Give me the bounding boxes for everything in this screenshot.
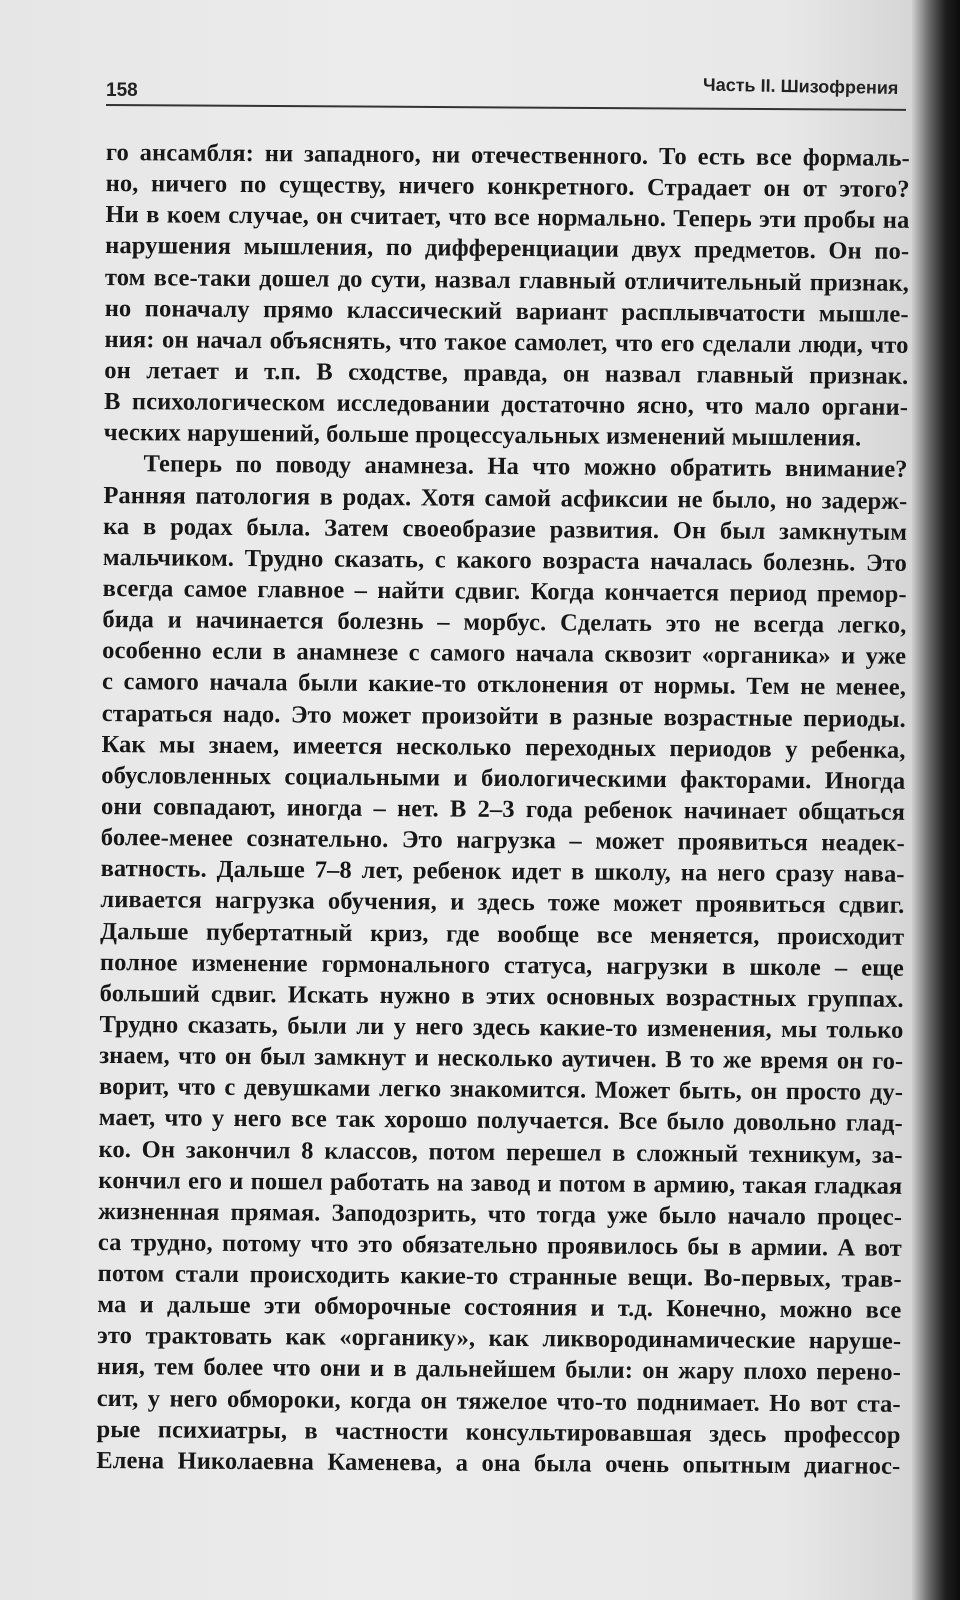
text-line: са трудно, потому что это обязательно проявилось бы в армии. А вот [97, 1228, 902, 1262]
text-line: рые психиатры, в частности консультировавшая здесь профессор [96, 1415, 901, 1449]
text-line: знаем, что он был замкнут и несколько аутичен. В то же время он го- [99, 1042, 904, 1075]
text-line: Дальше пубертатный криз, где вообще все меняется, происходит [100, 917, 905, 951]
text-line: но, ничего по существу, ничего конкретного. Страдает он от этого? [105, 170, 910, 204]
text-line: бида и начинается болезнь – морбус. Сделать это не всегда легко, [102, 606, 907, 639]
text-line: сит, у него обмороки, когда он тяжелое что-то поднимает. Но вот ста- [96, 1384, 901, 1418]
text-line: ния: он начал объяснять, что такое самолет, что его сделали люди, что [104, 325, 909, 359]
text-line: том все-таки дошел до сути, назвал главный отличительный признак, [104, 263, 910, 297]
running-head: Часть II. Шизофрения [702, 74, 899, 98]
text-line: всегда самое главное – найти сдвиг. Когда кончается период премор- [102, 574, 907, 608]
paragraph-last-line: ческих нарушений, больше процессуальных изменений мышления. [103, 419, 862, 452]
text-line: более-менее сознательно. Это нагрузка – может проявиться неадек- [100, 824, 905, 857]
text-line: ма и дальше эти обморочные состояния и т.д. Конечно, можно все [97, 1291, 902, 1325]
text-line: больший сдвиг. Искать нужно в этих основных возрастных группах. [99, 979, 904, 1013]
text-line: мает, что у него все так хорошо получается. Все было довольно глад- [98, 1104, 903, 1138]
text-line: это трактовать как «органику», как ликвородинамические наруше- [97, 1322, 902, 1356]
header-rule [106, 104, 906, 111]
body-text [96, 137, 910, 1482]
text-line: нарушения мышления, по дифференциации двух предметов. Он по- [105, 232, 910, 266]
text-line: Трудно сказать, были ли у него здесь какие-то изменения, мы только [99, 1010, 904, 1044]
text-line: Ни в коем случае, он считает, что все нормально. Теперь эти пробы на [105, 201, 910, 235]
book-spine-shadow [912, 0, 960, 1600]
text-line: Ранняя патология в родах. Хотя самой асфиксии не было, но задерж- [103, 481, 908, 515]
text-line: ватность. Дальше 7–8 лет, ребенок идет в школу, на него сразу нава- [100, 855, 905, 889]
text-line: Как мы знаем, имеется несколько переходных периодов у ребенка, [101, 730, 906, 764]
page-header [106, 76, 912, 104]
text-line: они совпадают, иногда – нет. В 2–3 года ребенок начинает общаться [100, 792, 906, 826]
paragraph-first-line: Теперь по поводу анамнеза. На что можно обратить внимание? [143, 450, 908, 484]
text-line: ния, тем более что они и в дальнейшем были: он жару плохо перено- [96, 1353, 902, 1387]
text-line: он летает и т.п. В сходстве, правда, он назвал главный признак. [104, 356, 909, 390]
text-line: ка в родах была. Затем своеобразие развития. Он был замкнутым [103, 512, 908, 546]
text-line: ливается нагрузка обучения, и здесь тоже может проявиться сдвиг. [100, 886, 905, 920]
text-line: стараться надо. Это может произойти в разные возрастные периоды. [101, 699, 906, 733]
text-line: Елена Николаевна Каменева, а она была очень опытным диагнос- [96, 1446, 901, 1480]
text-line: потом стали происходить какие-то странные вещи. Во-первых, трав- [97, 1260, 902, 1293]
text-line: ко. Он закончил 8 классов, потом перешел в сложный техникум, за- [98, 1135, 903, 1169]
text-line: полное изменение гормонального статуса, нагрузки в школе – еще [99, 948, 905, 982]
text-line: обусловленных социальными и биологическими факторами. Иногда [101, 761, 906, 795]
text-line: ворит, что с девушками легко знакомится. Может быть, он просто ду- [98, 1073, 904, 1107]
text-line: с самого начала были какие-то отклонения от нормы. Тем не менее, [101, 668, 907, 702]
text-line: особенно если в анамнезе с самого начала сквозит «органика» и уже [102, 637, 907, 671]
text-line: но поначалу прямо классический вариант расплывчатости мышле- [104, 294, 909, 328]
page-number: 158 [106, 80, 138, 101]
text-line: кончил его и пошел работать на завод и потом в армию, такая гладкая [98, 1166, 903, 1200]
text-line: В психологическом исследовании достаточно ясно, что мало органи- [103, 388, 909, 422]
text-line: го ансамбля: ни западного, ни отечественного. То есть все формаль- [105, 138, 910, 172]
text-line: жизненная прямая. Заподозрить, что тогда уже было начало процес- [98, 1197, 903, 1231]
text-line: мальчиком. Трудно сказать, с какого возраста началась болезнь. Это [102, 543, 907, 577]
